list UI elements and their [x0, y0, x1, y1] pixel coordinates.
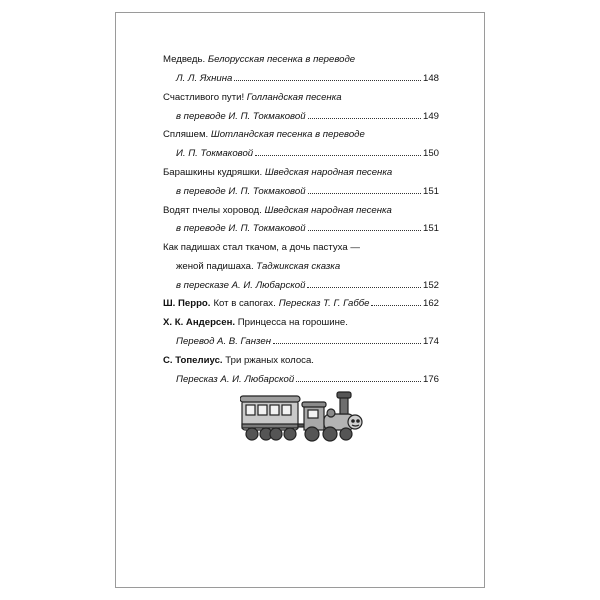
toc-entry-page-line[interactable]: в пересказе А. И. Любарской 152: [176, 280, 439, 291]
toc-entry-page-line[interactable]: в переводе И. П. Токмаковой 151: [176, 186, 439, 197]
toc-entry-title-line: Х. К. Андерсен. Принцесса на горошине.: [163, 317, 348, 328]
toc-entry-page-line[interactable]: Перевод А. В. Ганзен 174: [176, 336, 439, 347]
dot-leader: [308, 118, 421, 119]
toc-entry-title-line: Счастливого пути! Голландская песенка: [163, 92, 342, 103]
page-number: 151: [422, 186, 439, 197]
toc-entry-page-line[interactable]: Ш. Перро. Кот в сапогах. Пересказ Т. Г. Габбе 162: [163, 298, 439, 309]
book-page: [115, 12, 485, 588]
page-number: 174: [422, 336, 439, 347]
author-name: С. Топелиус.: [163, 355, 223, 366]
dot-leader: [307, 287, 421, 288]
author-name: Ш. Перро.: [163, 298, 211, 309]
toc-entry-title-line: С. Топелиус. Три ржаных колоса.: [163, 355, 314, 366]
toc-entry-page-line[interactable]: в переводе И. П. Токмаковой 149: [176, 111, 439, 122]
author-name: Х. К. Андерсен.: [163, 317, 236, 328]
page-number: 150: [422, 148, 439, 159]
toc-entry-title-line: жeной падишаха. Таджикская сказка: [176, 261, 341, 272]
dot-leader: [296, 381, 421, 382]
page-number: 176: [422, 374, 439, 385]
toc-entry-title-line: Медведь. Белорусская песенка в переводе: [163, 54, 356, 65]
toc-entry-title-line: Как падишах стал ткачом, а дочь пастуха —: [163, 242, 360, 253]
toc-entry-title-line: Спляшем. Шотландская песенка в переводе: [163, 129, 365, 140]
toc-entry-page-line[interactable]: в переводе И. П. Токмаковой 151: [176, 223, 439, 234]
dot-leader: [308, 230, 421, 231]
page-number: 148: [422, 73, 439, 84]
dot-leader: [308, 193, 421, 194]
dot-leader: [273, 343, 421, 344]
toc-entry-page-line[interactable]: Пересказ А. И. Любарской 176: [176, 374, 439, 385]
dot-leader: [371, 305, 421, 306]
toc-entry-page-line[interactable]: И. П. Токмаковой 150: [176, 148, 439, 159]
page-number: 151: [422, 223, 439, 234]
toc-entry-title-line: Барашкины кудряшки. Шведская народная песенка: [163, 167, 393, 178]
page-number: 149: [422, 111, 439, 122]
train-illustration: [240, 386, 364, 448]
page-number: 152: [422, 280, 439, 291]
toc-entry-title-line: Водят пчелы хоровод. Шведская народная песенка: [163, 205, 392, 216]
dot-leader: [234, 80, 421, 81]
dot-leader: [255, 155, 421, 156]
page-number: 162: [422, 298, 439, 309]
toc-entry-page-line[interactable]: Л. Л. Яхнина 148: [176, 73, 439, 84]
